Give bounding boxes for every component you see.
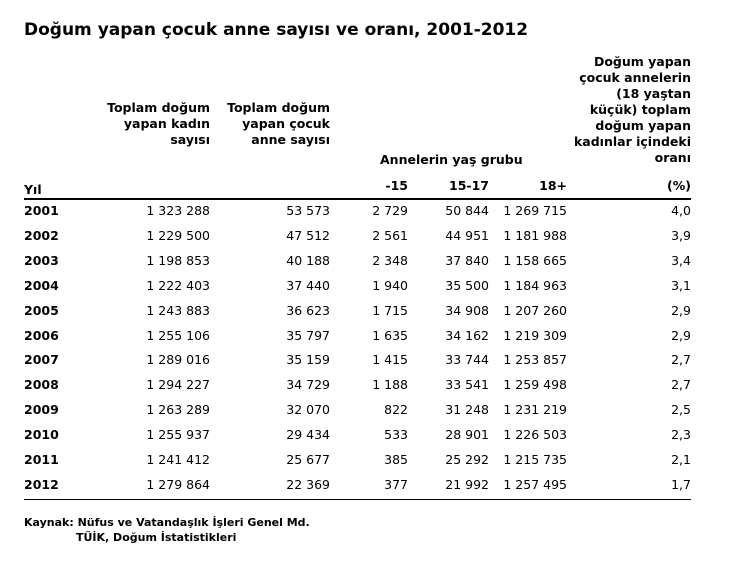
cell-total-women: 1 279 864 bbox=[146, 476, 210, 492]
cell-total-women: 1 263 289 bbox=[146, 402, 210, 418]
cell-year: 2003 bbox=[24, 252, 59, 268]
cell-age-18plus: 1 219 309 bbox=[503, 327, 567, 343]
cell-year: 2005 bbox=[24, 302, 59, 318]
cell-year: 2012 bbox=[24, 476, 59, 492]
cell-age-under15: 1 715 bbox=[372, 302, 408, 318]
header-total-child-mothers: Toplam doğum yapan çocuk anne sayısı bbox=[227, 100, 330, 147]
cell-age-18plus: 1 257 495 bbox=[503, 476, 567, 492]
cell-age-15-17: 25 292 bbox=[445, 452, 489, 467]
bottom-rule bbox=[24, 499, 691, 500]
cell-total-women: 1 289 016 bbox=[146, 352, 210, 368]
cell-total-women: 1 323 288 bbox=[146, 203, 210, 218]
cell-total-women: 1 294 227 bbox=[146, 377, 210, 393]
cell-ratio: 1,7 bbox=[671, 476, 691, 492]
cell-age-under15: 2 348 bbox=[372, 252, 408, 268]
cell-age-15-17: 37 840 bbox=[445, 252, 489, 268]
cell-age-under15: 822 bbox=[384, 402, 408, 418]
cell-total-women: 1 255 106 bbox=[146, 327, 210, 343]
cell-child-mothers: 22 369 bbox=[286, 476, 330, 492]
cell-age-18plus: 1 269 715 bbox=[503, 203, 567, 218]
cell-ratio: 3,1 bbox=[671, 277, 691, 293]
cell-age-15-17: 44 951 bbox=[445, 227, 489, 243]
cell-age-15-17: 34 908 bbox=[445, 302, 489, 318]
cell-child-mothers: 29 434 bbox=[286, 427, 330, 443]
cell-ratio: 4,0 bbox=[671, 203, 691, 218]
cell-year: 2001 bbox=[24, 203, 59, 218]
cell-age-15-17: 31 248 bbox=[445, 402, 489, 418]
cell-child-mothers: 35 159 bbox=[286, 352, 330, 368]
header-age-18plus: 18+ bbox=[539, 178, 567, 193]
cell-age-under15: 2 561 bbox=[372, 227, 408, 243]
cell-age-18plus: 1 181 988 bbox=[503, 227, 567, 243]
header-total-women: Toplam doğum yapan kadın sayısı bbox=[107, 100, 210, 147]
cell-age-18plus: 1 259 498 bbox=[503, 377, 567, 393]
cell-child-mothers: 34 729 bbox=[286, 377, 330, 393]
cell-age-18plus: 1 253 857 bbox=[503, 352, 567, 368]
cell-age-under15: 1 940 bbox=[372, 277, 408, 293]
cell-total-women: 1 255 937 bbox=[146, 427, 210, 443]
cell-year: 2008 bbox=[24, 377, 59, 393]
cell-age-15-17: 50 844 bbox=[445, 203, 489, 218]
cell-age-18plus: 1 231 219 bbox=[503, 402, 567, 418]
cell-age-under15: 1 635 bbox=[372, 327, 408, 343]
cell-age-under15: 533 bbox=[384, 427, 408, 443]
cell-ratio: 2,5 bbox=[671, 402, 691, 418]
page-title: Doğum yapan çocuk anne sayısı ve oranı, 2001-2012 bbox=[24, 20, 529, 40]
cell-age-18plus: 1 184 963 bbox=[503, 277, 567, 293]
cell-age-18plus: 1 226 503 bbox=[503, 427, 567, 443]
header-rule bbox=[24, 198, 691, 200]
cell-child-mothers: 35 797 bbox=[286, 327, 330, 343]
cell-year: 2009 bbox=[24, 402, 59, 418]
header-year: Yıl bbox=[24, 182, 42, 197]
cell-total-women: 1 243 883 bbox=[146, 302, 210, 318]
cell-year: 2006 bbox=[24, 327, 59, 343]
cell-year: 2002 bbox=[24, 227, 59, 243]
cell-age-under15: 2 729 bbox=[372, 203, 408, 218]
header-ratio-unit: (%) bbox=[667, 178, 691, 193]
cell-ratio: 3,4 bbox=[671, 252, 691, 268]
cell-ratio: 2,1 bbox=[671, 452, 691, 467]
cell-age-15-17: 33 744 bbox=[445, 352, 489, 368]
cell-total-women: 1 198 853 bbox=[146, 252, 210, 268]
cell-child-mothers: 36 623 bbox=[286, 302, 330, 318]
cell-ratio: 2,7 bbox=[671, 352, 691, 368]
header-age-under15: -15 bbox=[385, 178, 408, 193]
cell-child-mothers: 40 188 bbox=[286, 252, 330, 268]
cell-age-18plus: 1 215 735 bbox=[503, 452, 567, 467]
cell-age-under15: 385 bbox=[384, 452, 408, 467]
cell-age-15-17: 33 541 bbox=[445, 377, 489, 393]
cell-ratio: 2,7 bbox=[671, 377, 691, 393]
cell-age-15-17: 35 500 bbox=[445, 277, 489, 293]
header-age-group: Annelerin yaş grubu bbox=[380, 152, 523, 167]
cell-child-mothers: 47 512 bbox=[286, 227, 330, 243]
cell-child-mothers: 32 070 bbox=[286, 402, 330, 418]
header-ratio: Doğum yapan çocuk annelerin (18 yaştan küçük) toplam doğum yapan kadınlar içindeki oranı bbox=[573, 54, 691, 165]
source-note: Kaynak: Nüfus ve Vatandaşlık İşleri Genel Md. TÜİK, Doğum İstatistikleri bbox=[24, 516, 310, 544]
cell-total-women: 1 241 412 bbox=[146, 452, 210, 467]
header-age-15-17: 15-17 bbox=[449, 178, 489, 193]
cell-year: 2010 bbox=[24, 427, 59, 443]
cell-total-women: 1 229 500 bbox=[146, 227, 210, 243]
cell-ratio: 2,9 bbox=[671, 327, 691, 343]
cell-age-15-17: 34 162 bbox=[445, 327, 489, 343]
cell-year: 2004 bbox=[24, 277, 59, 293]
cell-ratio: 2,3 bbox=[671, 427, 691, 443]
cell-year: 2007 bbox=[24, 352, 59, 368]
cell-child-mothers: 53 573 bbox=[286, 203, 330, 218]
cell-age-under15: 377 bbox=[384, 476, 408, 492]
cell-total-women: 1 222 403 bbox=[146, 277, 210, 293]
cell-ratio: 3,9 bbox=[671, 227, 691, 243]
cell-age-18plus: 1 207 260 bbox=[503, 302, 567, 318]
cell-age-15-17: 28 901 bbox=[445, 427, 489, 443]
cell-age-15-17: 21 992 bbox=[445, 476, 489, 492]
cell-age-under15: 1 188 bbox=[372, 377, 408, 393]
cell-year: 2011 bbox=[24, 452, 59, 467]
cell-child-mothers: 25 677 bbox=[286, 452, 330, 467]
cell-age-18plus: 1 158 665 bbox=[503, 252, 567, 268]
cell-child-mothers: 37 440 bbox=[286, 277, 330, 293]
cell-ratio: 2,9 bbox=[671, 302, 691, 318]
cell-age-under15: 1 415 bbox=[372, 352, 408, 368]
